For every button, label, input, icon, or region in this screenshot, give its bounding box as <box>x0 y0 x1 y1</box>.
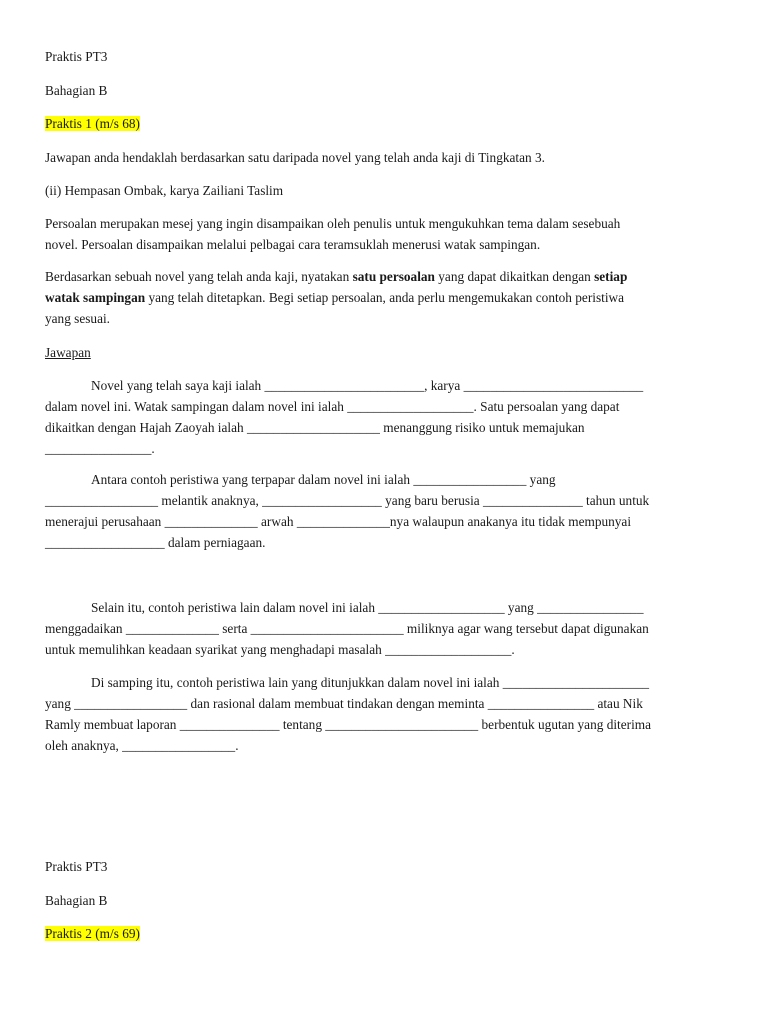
instruction-text: Jawapan anda hendaklah berdasarkan satu daripada novel yang telah anda kaji di Tingkatan 3. <box>45 150 545 165</box>
doc-title: Praktis PT3 <box>45 49 108 64</box>
answer-line: Selain itu, contoh peristiwa lain dalam novel ini ialah ___________________ yang ________________ <box>91 600 644 615</box>
section-label: Bahagian B <box>45 83 108 98</box>
answer-line: Novel yang telah saya kaji ialah ________________________, karya ___________________________ <box>91 378 644 393</box>
question-text: yang telah ditetapkan. Begi setiap persoalan, anda perlu mengemukakan contoh peristiwa <box>145 290 625 305</box>
question-line: yang sesuai. <box>45 311 110 326</box>
question-bold-text: watak sampingan <box>45 290 146 305</box>
practice-label: Praktis 1 (m/s 68) <box>45 116 140 131</box>
novel-title: (ii) Hempasan Ombak, karya Zailiani Taslim <box>45 183 284 198</box>
answer-line: Di samping itu, contoh peristiwa lain yang ditunjukkan dalam novel ini ialah ______________________ <box>91 675 650 690</box>
intro-paragraph <box>45 213 721 255</box>
practice-heading <box>45 113 140 134</box>
question-text: yang dapat dikaitkan dengan <box>434 269 595 284</box>
answer-line: Ramly membuat laporan _______________ tentang _______________________ berbentuk ugutan yang diterima <box>45 717 652 732</box>
answer-line: Antara contoh peristiwa yang terpapar dalam novel ini ialah _________________ yang <box>91 472 556 487</box>
answer-line: menerajui perusahaan ______________ arwah ______________nya walaupun anakanya itu tidak mempunyai <box>45 514 632 529</box>
question-line <box>45 287 721 308</box>
practice-heading <box>45 923 140 944</box>
answer-paragraph-4 <box>45 672 721 756</box>
question-line <box>45 266 721 287</box>
intro-line: Persoalan merupakan mesej yang ingin disampaikan oleh penulis untuk mengukuhkan tema dalam sesebuah <box>45 216 621 231</box>
answer-line: yang _________________ dan rasional dalam membuat tindakan dengan meminta ________________ atau Nik <box>45 696 643 711</box>
answer-line: menggadaikan ______________ serta _______________________ miliknya agar wang tersebut dapat digunakan <box>45 621 649 636</box>
intro-line: novel. Persoalan disampaikan melalui pelbagai cara teramsuklah menerusi watak sampingan. <box>45 237 541 252</box>
answer-line: oleh anaknya, _________________. <box>45 738 239 753</box>
answer-line: dikaitkan dengan Hajah Zaoyah ialah ____________________ menanggung risiko untuk memajukan <box>45 420 585 435</box>
answer-line: ________________. <box>45 441 155 456</box>
question-text: Berdasarkan sebuah novel yang telah anda kaji, nyatakan <box>45 269 353 284</box>
answer-paragraph-3 <box>45 597 721 660</box>
answer-line: dalam novel ini. Watak sampingan dalam novel ini ialah ___________________. Satu persoalan yang dapat <box>45 399 620 414</box>
answer-paragraph-2 <box>45 469 721 553</box>
answer-heading <box>45 342 91 363</box>
answer-label: Jawapan <box>45 345 91 360</box>
answer-line: __________________ dalam perniagaan. <box>45 535 266 550</box>
question-bold-text: setiap <box>594 269 628 284</box>
question-paragraph <box>45 266 721 329</box>
practice-label: Praktis 2 (m/s 69) <box>45 926 140 941</box>
section-label: Bahagian B <box>45 893 108 908</box>
question-bold-text: satu persoalan <box>352 269 435 284</box>
doc-title: Praktis PT3 <box>45 859 108 874</box>
answer-line: _________________ melantik anaknya, __________________ yang baru berusia _______________ tahun untuk <box>45 493 650 508</box>
answer-paragraph-1 <box>45 375 721 459</box>
answer-line: untuk memulihkan keadaan syarikat yang menghadapi masalah ___________________. <box>45 642 515 657</box>
